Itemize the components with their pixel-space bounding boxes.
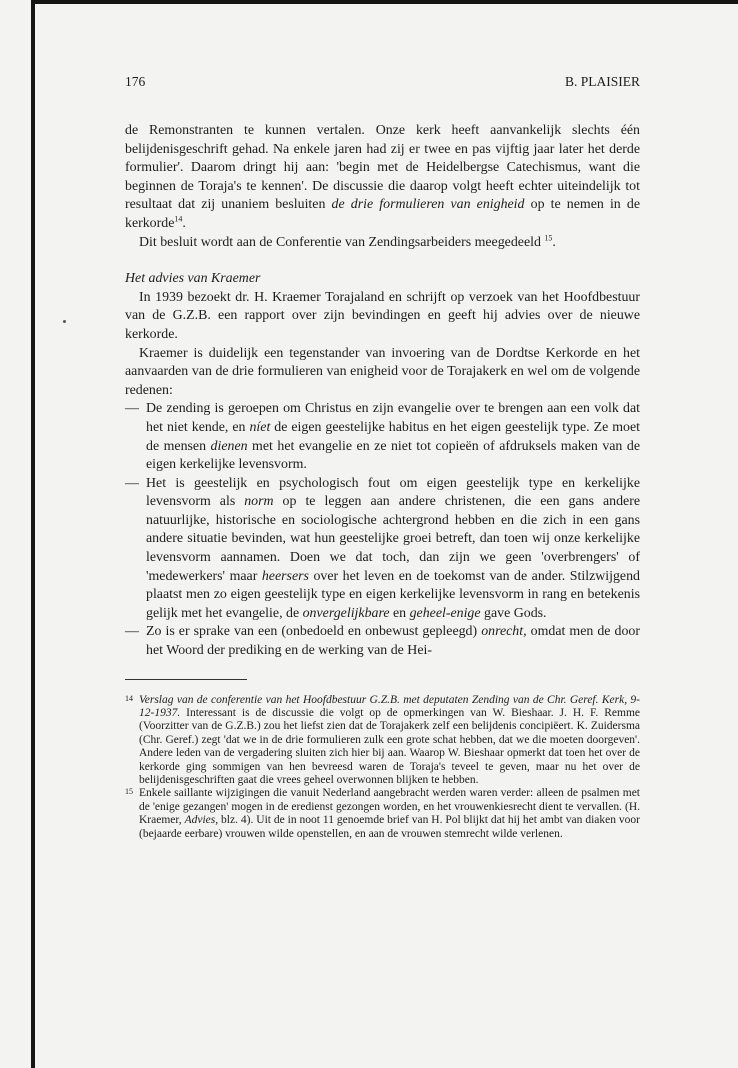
footnote-text: Enkele saillante wijzigingen die vanuit Nederland aangebracht werden waren verder: alleen de psalmen met de 'enige gezangen' mogen in de eredienst gezongen worden, en het vrouwenkiesrecht dient te vervallen. (H. Kraemer, Advies, blz. 4). Uit de in noot 11 genoemde brief van H. Pol blijkt dat hij het ambt van diaken voor (bejaarde eerbare) vrouwen wilde openstellen, en aan de vrouwen stemrecht wilde verlenen. — [139, 787, 640, 840]
dash-marker: — — [125, 401, 139, 417]
page-content — [125, 72, 640, 841]
paragraph-1 — [125, 122, 640, 234]
footnote-divider — [125, 679, 247, 680]
p1-end: op te nemen in de kerkorde — [125, 197, 640, 231]
footnote-14 — [125, 694, 640, 788]
running-author: B. PLAISIER — [564, 74, 640, 89]
p1-italic: de drie formulieren van enigheid — [331, 197, 525, 213]
scan-speck — [63, 320, 66, 323]
footnote-number: 14 — [125, 693, 133, 703]
scan-border-left — [31, 0, 35, 1068]
list-item-text: Zo is er sprake van een (onbedoeld en onbewust gepleegd) onrecht, omdat men de door het Woord der prediking en de werking van de Hei- — [146, 624, 640, 659]
list-item — [125, 623, 640, 660]
scan-border-top — [34, 0, 738, 4]
dash-marker: — — [125, 624, 139, 640]
running-header — [125, 72, 640, 92]
footnote-ref-14[interactable]: 14 — [174, 214, 183, 224]
p2-text: Dit besluit wordt aan de Conferentie van Zendingsarbeiders meegedeeld — [139, 234, 541, 250]
paragraph-2 — [125, 234, 640, 253]
list-item — [125, 400, 640, 474]
dash-marker: — — [125, 475, 139, 491]
list-item — [125, 475, 640, 624]
paragraph-3: In 1939 bezoekt dr. H. Kraemer Torajaland en schrijft op verzoek van het Hoofdbestuur van de G.Z.B. een rapport over zijn bevindingen en geeft hij advies over de nieuwe kerkorde. — [125, 289, 640, 342]
page-number: 176 — [125, 74, 146, 89]
footnote-text: Verslag van de conferentie van het Hoofdbestuur G.Z.B. met deputaten Zending van de Chr. Geref. Kerk, 9-12-1937. Interessant is de discussie die volgt op de opmerkingen van W. Bieshaar. J. H. F. Remme (Voorzitter van de G.Z.B.) zou het liefst zien dat de Torajakerk zelf een belijdenis concipiëert. K. Zuidersma (Chr. Geref.) zegt 'dat we in de drie formulieren zulk een grote schat hebben, dat we die moeten doorgeven'. Andere leden van de vergadering sluiten zich hier bij aan. Waarop W. Bieshaar opmerkt dat toen het over de kerkorde ging sommigen van hen bevreesd waren de Toraja's teveel te geven, maar nu het over de belijdenisgeschriften gaat die vrees geheel overwonnen blijken te hebben. — [139, 693, 640, 787]
footnote-ref-15[interactable]: 15 — [544, 232, 553, 242]
paragraph-4: Kraemer is duidelijk een tegenstander van invoering van de Dordtse Kerkorde en het aanvaarden van de drie formulieren van enigheid voor de Torajakerk en wel om de volgende redenen: — [125, 345, 640, 398]
p1-tail: . — [182, 215, 186, 231]
p1-text: de Remonstranten te kunnen vertalen. Onze kerk heeft aanvankelijk slechts één belijdenisgeschrift gehad. Na enkele jaren had zij er twee en pas vijftig jaar later het derde formulier'. Daarom dringt hij aan: 'begin met de Heidelbergse Catechismus, want die beginnen de Toraja's te kennen'. De discussie die daarop volgt heeft echter uiteindelijk tot resultaat dat zij unaniem besluiten — [125, 123, 640, 213]
list-item-text: De zending is geroepen om Christus en zijn evangelie over te brengen aan een volk dat het niet kende, en níet de eigen geestelijke habitus en het eigen geestelijk type. Ze moet de mensen dienen met het evangelie en ze niet tot copieën of afdruksels maken van de eigen kerkelijke levensvorm. — [146, 401, 640, 473]
body-text — [125, 122, 640, 661]
footnote-number: 15 — [125, 787, 133, 797]
p2-tail: . — [552, 234, 556, 250]
list-item-text: Het is geestelijk en psychologisch fout om eigen geestelijk type en kerkelijke levensvorm als norm op te leggen aan andere christenen, die een gans andere natuurlijke, historische en sociologische achtergrond hebben en die zich in een gans andere situatie bevinden, wat hun geestelijke groei betreft, dan toen wij onze kerkelijke levensvorm aannamen. Doen we dat toch, dan zijn we geen 'overbrengers' of 'medewerkers' maar heersers over het leven en de toekomst van de ander. Stilzwijgend plaatst men zo eigen geestelijk type en eigen kerkelijke levensvorm in rang en betekenis gelijk met het evangelie, de onvergelijkbare en geheel-enige gave Gods. — [146, 475, 641, 621]
section-heading: Het advies van Kraemer — [125, 271, 261, 287]
footnotes — [125, 694, 640, 841]
footnote-15 — [125, 787, 640, 841]
